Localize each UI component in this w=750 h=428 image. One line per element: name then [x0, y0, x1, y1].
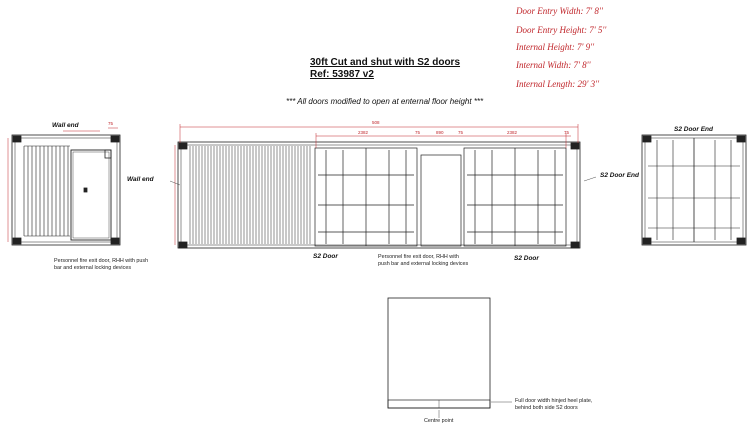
dim-end-top: 75 — [108, 121, 114, 126]
drawing-note: *** All doors modified to open at enternal floor height *** — [286, 97, 484, 106]
floor-plan — [388, 298, 512, 418]
dim-door-right: 2382 — [507, 130, 518, 135]
dim-middle: 890 — [436, 130, 444, 135]
label-s2-door-left: S2 Door — [313, 253, 338, 260]
side-elevation — [170, 124, 596, 248]
dim-overall: 508 — [372, 120, 380, 125]
label-wall-end-side: Wall end — [127, 176, 154, 183]
label-wall-end-top: Wall end — [52, 122, 79, 129]
drawing-title: 30ft Cut and shut with S2 doors — [310, 57, 461, 68]
note-personnel-mid: Personnel fire exit door, RHH with push bar and external locking devices — [378, 254, 469, 267]
spec-internal-height: Internal Height: 7' 9'' — [516, 42, 595, 52]
note-heel-plate: Full door width hinjed heel plate, behind both side S2 doors — [515, 398, 593, 411]
label-centre-point: Centre point — [424, 418, 454, 424]
label-s2-door-end-top: S2 Door End — [674, 126, 714, 133]
spec-internal-width: Internal Width: 7' 8'' — [516, 60, 591, 70]
label-s2-door-end-side: S2 Door End — [600, 172, 640, 179]
dim-gap-3: 75 — [564, 130, 570, 135]
label-s2-door-right: S2 Door — [514, 255, 539, 262]
note-personnel-left: Personnel fire exit door, RHH with push bar and external locking devices — [54, 258, 149, 271]
dim-gap-1: 75 — [415, 130, 421, 135]
spec-door-entry-width: Door Entry Width: 7' 8'' — [516, 6, 603, 16]
drawing-ref: Ref: 53987 v2 — [310, 69, 374, 80]
dim-gap-2: 75 — [458, 130, 464, 135]
s2-door-end-view — [642, 135, 746, 245]
spec-door-entry-height: Door Entry Height: 7' 5'' — [516, 25, 607, 35]
dim-door-left: 2382 — [358, 130, 369, 135]
wall-end-view — [8, 128, 120, 245]
spec-internal-length: Internal Length: 29' 3'' — [516, 79, 600, 89]
